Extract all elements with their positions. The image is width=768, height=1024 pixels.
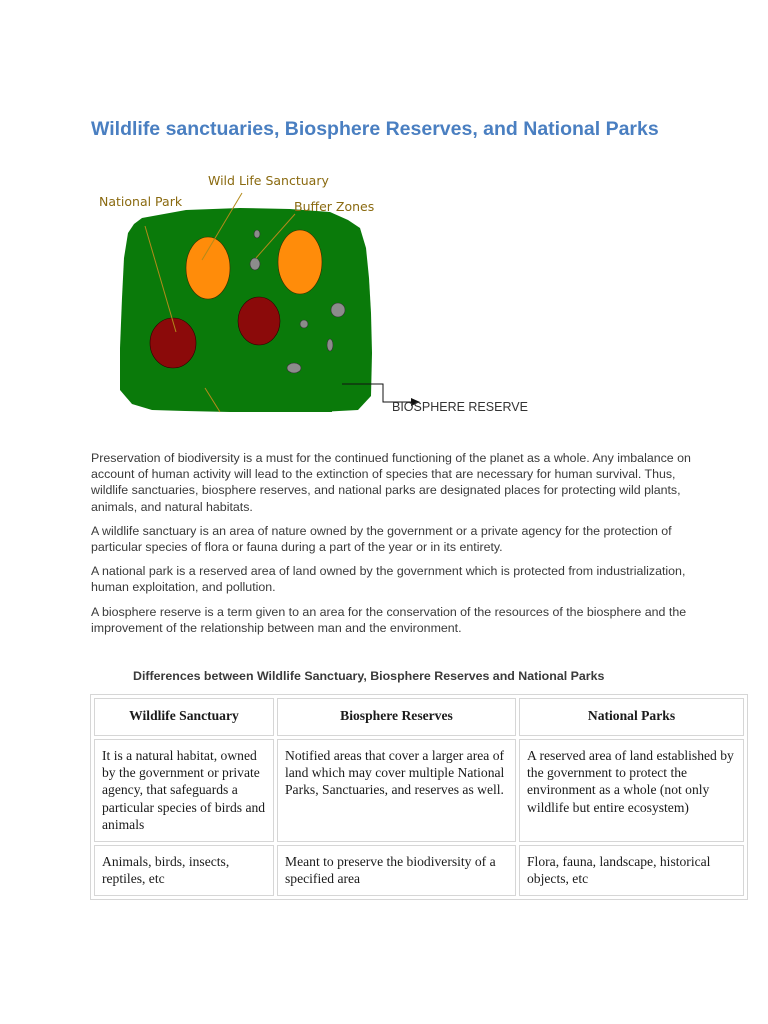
national-park-label: National Park [99, 194, 183, 209]
buffer-zone [250, 258, 260, 270]
wild-life-sanctuary-label: Wild Life Sanctuary [208, 173, 329, 188]
table-cell: A reserved area of land established by the government to protect the environment as a whole (not only wildlife but entire ecosystem) [519, 739, 744, 842]
buffer-zone [331, 303, 345, 317]
table-cell: Animals, birds, insects, reptiles, etc [94, 845, 274, 896]
table-cell: Notified areas that cover a larger area of land which may cover multiple National Parks, Sanctuaries, and reserves as well. [277, 739, 516, 842]
table-row [94, 739, 744, 842]
paragraph-national-park: A national park is a reserved area of land owned by the government which is protected from industrialization, human exploitation, and pollution. [91, 564, 686, 595]
wildlife-sanctuary-right [278, 230, 322, 294]
wildlife-sanctuary-left [186, 237, 230, 299]
table-cell: It is a natural habitat, owned by the government or private agency, that safeguards a particular species of birds and animals [94, 739, 274, 842]
paragraph-biosphere-reserve: A biosphere reserve is a term given to an area for the conservation of the resources of the biosphere and the improvement of the relationship between man and the environment. [91, 604, 687, 635]
buffer-zone [300, 320, 308, 328]
national-park-left [150, 318, 196, 368]
differences-table [90, 694, 748, 900]
biosphere-reserve-diagram [90, 168, 550, 423]
buffer-zone [327, 339, 333, 351]
biosphere-reserve-label: BIOSPHERE RESERVE [392, 400, 528, 414]
national-park-center [238, 297, 280, 345]
header-national-parks: National Parks [519, 698, 744, 736]
table-header-row [94, 698, 744, 736]
header-biosphere-reserves: Biosphere Reserves [277, 698, 516, 736]
buffer-zones-label: Buffer Zones [294, 199, 375, 214]
page-title: Wildlife sanctuaries, Biosphere Reserves, and National Parks [91, 118, 659, 140]
buffer-zone [287, 363, 301, 373]
buffer-zone [254, 230, 260, 238]
body-text [91, 450, 691, 644]
table-row [94, 845, 744, 896]
table-cell: Flora, fauna, landscape, historical objects, etc [519, 845, 744, 896]
table-title: Differences between Wildlife Sanctuary, Biosphere Reserves and National Parks [133, 669, 605, 683]
header-wildlife-sanctuary: Wildlife Sanctuary [94, 698, 274, 736]
table-cell: Meant to preserve the biodiversity of a specified area [277, 845, 516, 896]
paragraph-intro: Preservation of biodiversity is a must for the continued functioning of the planet as a whole. Any imbalance on account of human activity will lead to the extinction of species that are necessary for human survival. Thus, wildlife sanctuaries, biosphere reserves, and national parks are designated places for protecting wild plants, animals, and natural habitats. [91, 451, 691, 514]
paragraph-wildlife-sanctuary: A wildlife sanctuary is an area of nature owned by the government or a private agency for the protection of particular species of flora or fauna during a part of the year or in its entirety. [91, 523, 672, 555]
